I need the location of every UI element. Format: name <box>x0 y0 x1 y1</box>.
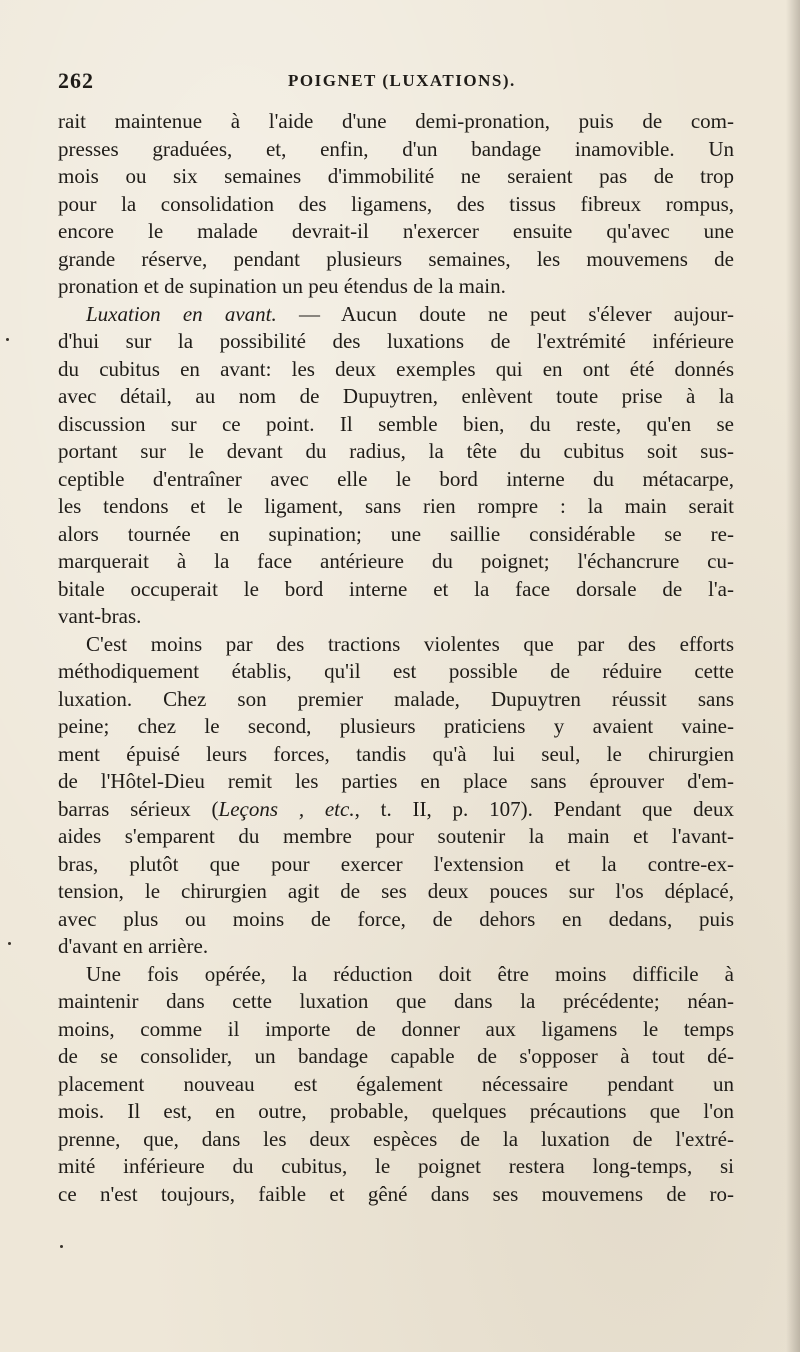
text-line: maintenir dans cette luxation que dans la précédente; néan- <box>58 989 734 1013</box>
text-line: marquerait à la face antérieure du poignet; l'échancrure cu- <box>58 549 734 573</box>
page-edge-shadow <box>786 0 800 1352</box>
text-line: ment épuisé leurs forces, tandis qu'à lui seul, le chirurgien <box>58 741 734 766</box>
text-line: vant-bras. <box>58 604 142 628</box>
text-line: bras, plutôt que pour exercer l'extension et la contre-ex- <box>58 851 734 876</box>
text-line: aides s'emparent du membre pour soutenir la main et l'avant- <box>58 824 734 848</box>
text-line: d'hui sur la possibilité des luxations de l'extrémité inférieure <box>58 329 734 353</box>
citation-title: Leçons , etc. <box>218 796 355 821</box>
section-heading: Luxation en avant. <box>86 301 277 326</box>
text-line: méthodiquement établis, qu'il est possible de réduire cette <box>58 659 734 683</box>
text-line: alors tournée en supination; une saillie considérable se re- <box>58 521 734 546</box>
ink-speck <box>6 338 9 341</box>
text-line: de l'Hôtel-Dieu remit les parties en place sans éprouver d'em- <box>58 769 734 793</box>
text-line: de se consolider, un bandage capable de s'opposer à tout dé- <box>58 1044 734 1068</box>
text-line: presses graduées, et, enfin, d'un bandage inamovible. Un <box>58 136 734 161</box>
text-line: ce n'est toujours, faible et gêné dans ses mouvemens de ro- <box>58 1181 734 1206</box>
text-line: rait maintenue à l'aide d'une demi-pronation, puis de com- <box>58 109 734 133</box>
text-line: les tendons et le ligament, sans rien rompre : la main serait <box>58 494 734 518</box>
citation-line <box>58 796 734 824</box>
text-line: ceptible d'entraîner avec elle le bord interne du métacarpe, <box>58 466 734 491</box>
text-line: pour la consolidation des ligamens, des tissus fibreux rompus, <box>58 191 734 216</box>
text-line: C'est moins par des tractions violentes que par des efforts <box>86 631 734 656</box>
text-line: mité inférieure du cubitus, le poignet restera long-temps, si <box>58 1154 734 1178</box>
text-line: grande réserve, pendant plusieurs semaines, les mouvemens de <box>58 246 734 271</box>
text-line: avec détail, au nom de Dupuytren, enlèvent toute prise à la <box>58 384 734 408</box>
section-heading-line <box>58 301 734 329</box>
text-line: avec plus ou moins de force, de dehors en dedans, puis <box>58 906 734 931</box>
ink-speck <box>60 1245 63 1248</box>
text-line: placement nouveau est également nécessaire pendant un <box>58 1071 734 1096</box>
citation-before: barras sérieux ( <box>58 796 219 821</box>
text-line: portant sur le devant du radius, la tête du cubitus soit sus- <box>58 439 734 463</box>
text-line: discussion sur ce point. Il semble bien, du reste, qu'en se <box>58 411 734 436</box>
body-text <box>58 108 734 1208</box>
section-heading-text: — Aucun doute ne peut s'élever aujour- <box>276 301 734 326</box>
ink-speck <box>8 942 11 945</box>
text-line: prenne, que, dans les deux espèces de la luxation de l'extré- <box>58 1126 734 1151</box>
text-line: d'avant en arrière. <box>58 934 209 958</box>
text-line: peine; chez le second, plusieurs praticiens y avaient vaine- <box>58 714 734 738</box>
page-number: 262 <box>58 68 94 93</box>
text-line: mois ou six semaines d'immobilité ne seraient pas de trop <box>58 164 734 188</box>
text-line: luxation. Chez son premier malade, Dupuytren réussit sans <box>58 686 734 711</box>
text-line: Une fois opérée, la réduction doit être moins difficile à <box>86 961 734 986</box>
text-line: du cubitus en avant: les deux exemples qui en ont été donnés <box>58 356 734 381</box>
text-line: bitale occuperait le bord interne et la face dorsale de l'a- <box>58 576 734 601</box>
running-head <box>58 68 738 102</box>
text-line: mois. Il est, en outre, probable, quelques précautions que l'on <box>58 1099 734 1123</box>
text-line: pronation et de supination un peu étendus de la main. <box>58 274 506 298</box>
citation-after: , t. II, p. 107). Pendant que deux <box>354 796 734 821</box>
text-line: tension, le chirurgien agit de ses deux pouces sur l'os déplacé, <box>58 879 734 903</box>
text-line: moins, comme il importe de donner aux ligamens le temps <box>58 1016 734 1041</box>
running-title: POIGNET (LUXATIONS). <box>288 71 516 90</box>
text-line: encore le malade devrait-il n'exercer ensuite qu'avec une <box>58 219 734 243</box>
